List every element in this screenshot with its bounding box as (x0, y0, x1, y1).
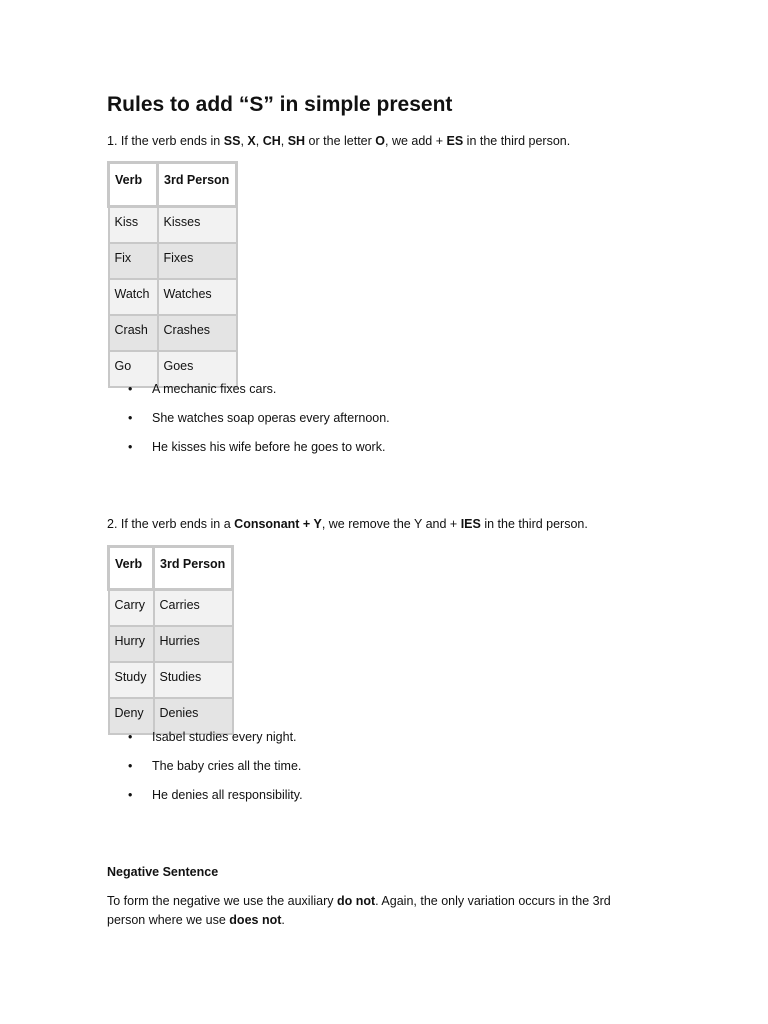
verb-cell: Watch (109, 279, 158, 315)
verb-cell: Kiss (109, 207, 158, 244)
table-header-row (109, 547, 233, 590)
verb-table-es (107, 161, 238, 388)
rule-1-bold-ss: SS (223, 134, 241, 148)
rule-1-bold-sh: SH (287, 134, 306, 148)
third-person-cell: Studies (154, 662, 233, 698)
negative-sentence-paragraph (107, 892, 647, 930)
verb-cell: Go (109, 351, 158, 387)
negative-text-part: To form the negative we use the auxiliary (107, 894, 337, 908)
rule-2-bold-ies: IES (460, 517, 481, 531)
example-list-ies (128, 728, 303, 815)
list-item: • Isabel studies every night. (128, 728, 303, 757)
rule-1-text-part: or the letter (305, 134, 376, 148)
rule-1-text (107, 132, 570, 150)
verb-cell: Hurry (109, 626, 154, 662)
third-person-cell: Denies (154, 698, 233, 734)
verb-cell: Deny (109, 698, 154, 734)
negative-text-part: . Again, the only variation occurs in the 3rd person where we use (107, 894, 611, 927)
table-row (109, 315, 237, 351)
example-list-es (128, 380, 390, 467)
table-row (109, 243, 237, 279)
list-item: • She watches soap operas every afternoon. (128, 409, 390, 438)
third-person-cell: Crashes (158, 315, 237, 351)
verb-cell: Carry (109, 590, 154, 627)
third-person-cell: Hurries (154, 626, 233, 662)
rule-1-bold-ch: CH (262, 134, 281, 148)
rule-2-text (107, 515, 588, 533)
rule-1-text-part: , (240, 134, 248, 148)
rule-1-bold-o: O (375, 134, 385, 148)
rule-1-text-part: 1. If the verb ends in (107, 134, 224, 148)
table-header-third-person: 3rd Person (158, 163, 237, 207)
rule-1-bold-es: ES (446, 134, 464, 148)
table-row (109, 279, 237, 315)
list-item: • A mechanic fixes cars. (128, 380, 390, 409)
rule-1-bold-x: X (247, 134, 256, 148)
table-row (109, 662, 233, 698)
verb-cell: Crash (109, 315, 158, 351)
list-item: • He kisses his wife before he goes to work. (128, 438, 390, 467)
verb-cell: Study (109, 662, 154, 698)
negative-bold-does-not: does not (229, 913, 282, 927)
negative-sentence-heading: Negative Sentence (107, 865, 219, 879)
rule-2-bold-consonant-y: Consonant + Y (234, 517, 322, 531)
rule-1-text-part: , (255, 134, 263, 148)
negative-bold-do-not: do not (336, 894, 376, 908)
verb-cell: Fix (109, 243, 158, 279)
rule-2-text-part: in the third person. (480, 517, 588, 531)
rule-1-text-part: , we add + (385, 134, 447, 148)
list-item: • The baby cries all the time. (128, 757, 303, 786)
rule-1-text-part: in the third person. (463, 134, 571, 148)
list-item: • He denies all responsibility. (128, 786, 303, 815)
third-person-cell: Watches (158, 279, 237, 315)
third-person-cell: Kisses (158, 207, 237, 244)
verb-table-ies (107, 545, 234, 735)
table-row (109, 207, 237, 244)
rule-2-text-part: , we remove the Y and + (321, 517, 461, 531)
third-person-cell: Fixes (158, 243, 237, 279)
table-row (109, 626, 233, 662)
rule-2-text-part: 2. If the verb ends in a (107, 517, 235, 531)
third-person-cell: Carries (154, 590, 233, 627)
table-header-row (109, 163, 237, 207)
table-header-verb: Verb (109, 547, 154, 590)
table-header-third-person: 3rd Person (154, 547, 233, 590)
negative-text-part: . (281, 913, 285, 927)
rule-1-text-part: , (280, 134, 288, 148)
third-person-cell: Goes (158, 351, 237, 387)
table-header-verb: Verb (109, 163, 158, 207)
table-row (109, 590, 233, 627)
page-title: Rules to add “S” in simple present (107, 93, 453, 116)
